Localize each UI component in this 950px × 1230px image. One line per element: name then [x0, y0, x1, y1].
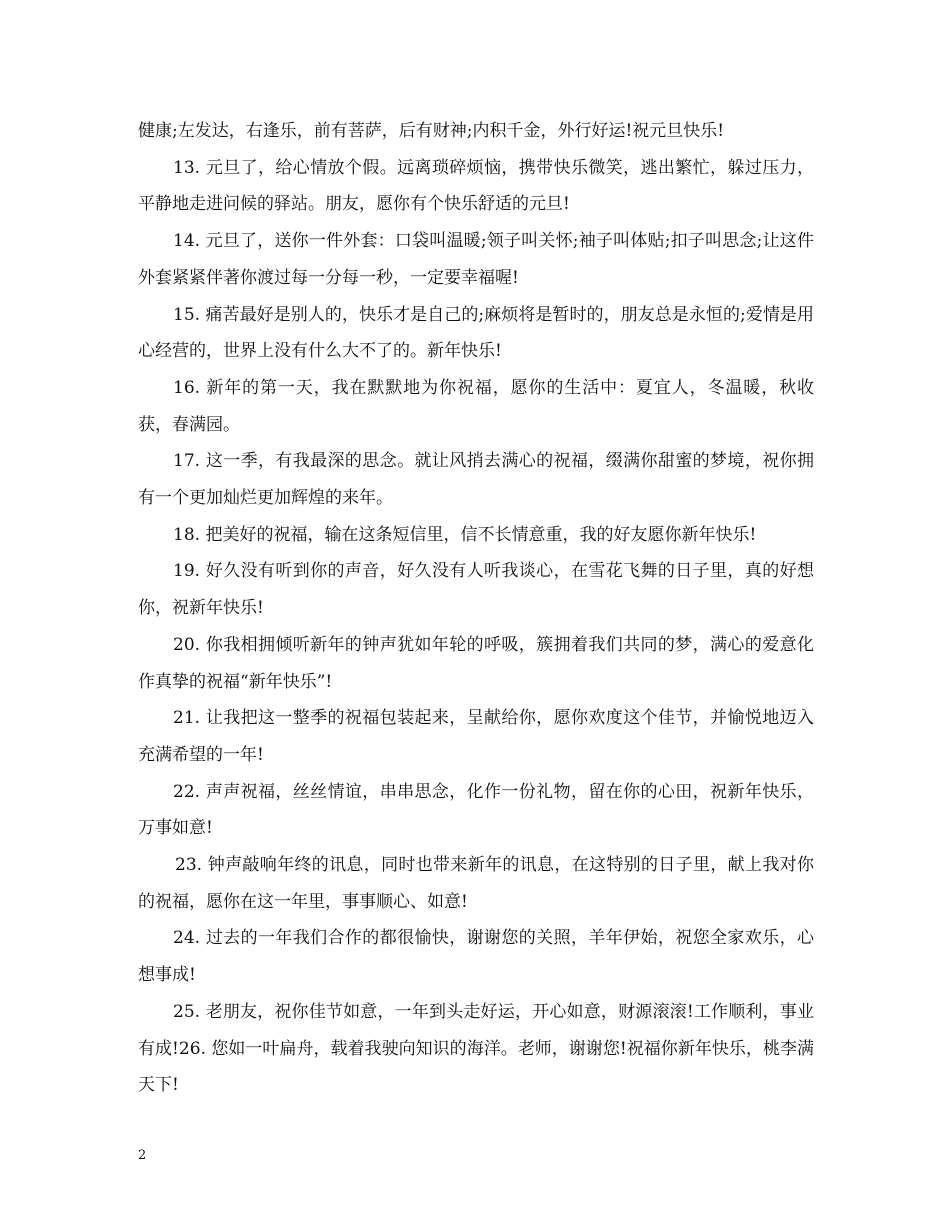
paragraph-20: 20. 你我相拥倾听新年的钟声犹如年轮的呼吸，簇拥着我们共同的梦，满心的爱意化作真挚的祝福“新年快乐”! — [138, 634, 814, 692]
paragraph-18: 18. 把美好的祝福，输在这条短信里，信不长情意重，我的好友愿你新年快乐! — [173, 524, 757, 545]
paragraph-17: 17. 这一季，有我最深的思念。就让风捎去满心的祝福，缀满你甜蜜的梦境，祝你拥有一个更加灿烂更加辉煌的来年。 — [138, 451, 814, 509]
paragraph-16: 16. 新年的第一天，我在默默地为你祝福，愿你的生活中：夏宜人，冬温暖，秋收获，春满园。 — [138, 377, 814, 435]
paragraph-21: 21. 让我把这一整季的祝福包装起来，呈献给你，愿你欢度这个佳节，并愉悦地迈入充满希望的一年! — [138, 708, 814, 765]
paragraph-23: 23. 钟声敲响年终的讯息，同时也带来新年的讯息，在这特别的日子里，献上我对你的祝福，愿你在这一年里，事事顺心、如意! — [138, 855, 814, 912]
paragraph-15: 15. 痛苦最好是别人的，快乐才是自己的;麻烦将是暂时的，朋友总是永恒的;爱情是用心经营的，世界上没有什么大不了的。新年快乐! — [138, 304, 814, 362]
page-number: 2 — [138, 1148, 147, 1163]
paragraph-continuation: 健康;左发达，右逢乐，前有菩萨，后有财神;内积千金，外行好运!祝元旦快乐! — [138, 121, 725, 141]
paragraph-25-26: 25. 老朋友，祝你佳节如意，一年到头走好运，开心如意，财源滚滚!工作顺利，事业有成!26. 您如一叶扁舟，载着我驶向知识的海洋。老师，谢谢您!祝福你新年快乐，桃李满天下! — [138, 1001, 814, 1096]
paragraph-19: 19. 好久没有听到你的声音，好久没有人听我谈心，在雪花飞舞的日子里，真的好想你，祝新年快乐! — [138, 561, 814, 619]
page-body — [138, 113, 814, 1104]
paragraph-24: 24. 过去的一年我们合作的都很愉快，谢谢您的关照，羊年伊始，祝您全家欢乐，心想事成! — [138, 928, 814, 986]
paragraph-14: 14. 元旦了，送你一件外套：口袋叫温暖;领子叫关怀;袖子叫体贴;扣子叫思念;让这件外套紧紧伴著你渡过每一分每一秒，一定要幸福喔! — [138, 231, 814, 288]
paragraph-22: 22. 声声祝福，丝丝情谊，串串思念，化作一份礼物，留在你的心田，祝新年快乐，万事如意! — [138, 781, 814, 839]
paragraph-13: 13. 元旦了，给心情放个假。远离琐碎烦恼，携带快乐微笑，逃出繁忙，躲过压力，平静地走进问候的驿站。朋友，愿你有个快乐舒适的元旦! — [138, 157, 814, 215]
